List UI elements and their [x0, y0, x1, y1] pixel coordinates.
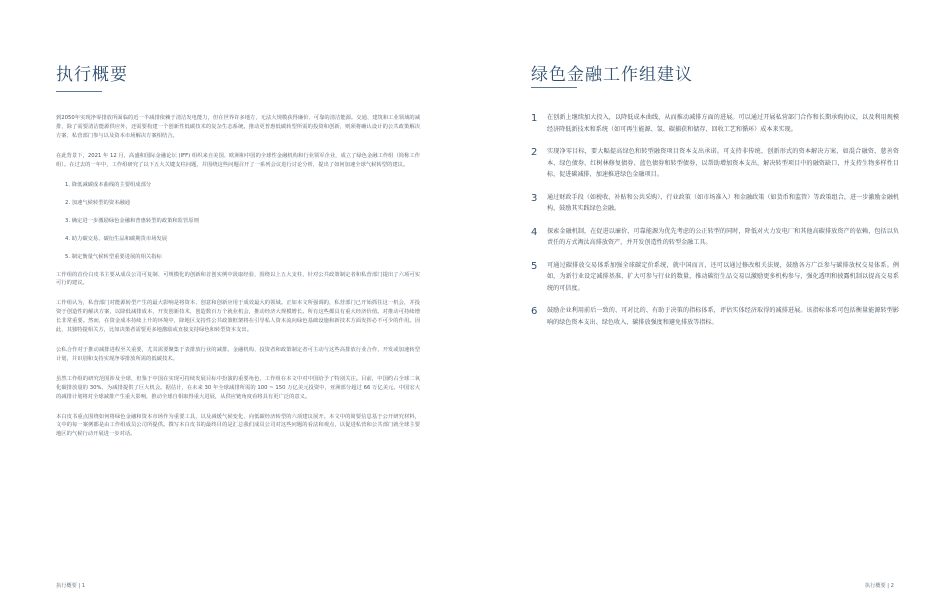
- recommendation-number: 1: [531, 113, 538, 124]
- recommendation-item: [531, 112, 899, 135]
- page-title: 绿色金融工作组建议: [531, 65, 693, 85]
- recommendation-number: 5: [531, 260, 538, 272]
- executive-summary-body: [56, 114, 420, 450]
- recommendation-number: 4: [531, 226, 538, 238]
- recommendation-number: 6: [531, 306, 538, 317]
- pillar-list: [56, 181, 420, 261]
- page-footer: 执行概要 | 2: [864, 583, 894, 589]
- recommendation-list: [531, 112, 899, 339]
- recommendation-item: [531, 260, 899, 295]
- recommendation-number: 2: [531, 147, 538, 158]
- recommendation-item: [531, 192, 899, 215]
- recommendation-text: 探索金融机制，在促进以廉价、可靠能源为优先考虑的公正转型的同时，降低对火力发电厂和其他高碳排放资产的依赖，包括以负责任的方式淘汰高排放资产，并开发创造性的转型金融工具。: [547, 227, 899, 246]
- recommendation-text: 鼓励企业利用前后一致的、可对比的、有助于决策的指标体系，评估实体经济取得的减排进展。该指标体系可包括衡量能源转型影响的绿色资本支出、绿色收入、碳排放强度和避免排放等指标。: [547, 307, 899, 326]
- paragraph: 工作组认为，私营部门对能源转型产生的最大影响是将资本、创意和创新应用于成效最大的领域。正如本文所强调的，私营部门已开始抓住这一机会，并投资于创造性的解决方案，以降低减排成本，开发创新技术，创造数百万个就业机会，推动经济大规模增长。所有这些都具有重大经济价值。对推动可持续增长非常重要。然而，在资金成本持续上升的环境中，降地区支持性公共政策框架将在引导私人资本流向绿色基础设施和新技术方面发挥必不可少的作用。因此，其独特提相关方，比如决策者需要更多地激励或直接支持绿色和转型资本支出。: [56, 300, 420, 334]
- paragraph: 工作组的首份白皮书主要从成员公司可复制、可规模化的创新和首创实例中汲取经验，围绕以上五大支柱，针对公共政策制定者和私营部门提出了六项可实可行的建议。: [56, 271, 420, 287]
- list-item: 4. 助力碳交易、碳衍生品和碳期货市场发展: [65, 235, 168, 242]
- title-divider: [56, 91, 102, 92]
- recommendation-item: [531, 305, 899, 328]
- paragraph: 公私合作对于推动减排进程至关重要，尤其需要聚集于表排放行业的减排。金融机构、投资者和政策制定者可主动与这些高排放行业合作，开发或加速转型计划，并识别和支持实现净零排放所需的低碳技术。: [56, 346, 420, 362]
- right-page: [475, 0, 950, 615]
- paragraph: 虽然工作组的研究范围涉及全球，但鉴于中国在实现可持续发展目标中扮演的重要角色，工作组在本文中对中国给予了特别关注。目前，中国约占全球二氧化碳排放量的 30%，为减排提供了巨大机会。据估计，在未来 30 年全球减排所需的 100 ~ 150 万亿美元投资中，亚洲部分超过 66 万亿美元。中国宏大的减排计划将对全球减排产生重大影响，推动全球自相取得重大进展，从供应链角度看将具有更广泛的意义。: [56, 375, 420, 400]
- recommendation-item: [531, 226, 899, 249]
- recommendation-text: 可通过碳排放交易体系加强全球碳定价系统，就中国而言，还可以通过修改相关法规，鼓励各方广泛参与碳排放权交易体系。例如，为新行业设定减排基准，扩大可参与行业的数量，推动碳衍生品交易以激励更多机构参与，强化透明和披露机制以提高交易系统的可信度。: [547, 261, 899, 292]
- page-title: 执行概要: [56, 65, 128, 85]
- paragraph: 本白皮书重点围绕如何将绿色金融和资本市场作为重要工具，以及减缓气候变化、向低碳经济转型的六项建议展开。本文中的简要信息基于公开研究材料，文中的每一案例都是由工作组成员公司所提供。撰写本白皮书的最终目的是汇总我们成员公司对这些问题的看法和观点，以促进私营和公共部门就全球主要地区的气候行动开展进一步对话。: [56, 413, 420, 438]
- recommendation-item: [531, 146, 899, 181]
- list-item: 1. 降低减碳成本曲线的主要组成部分: [65, 181, 152, 188]
- title-divider: [531, 87, 577, 88]
- page-footer: 执行概要 | 1: [56, 583, 86, 589]
- paragraph: 在此背景下，2021 年 12 月，高盛和国际金融论坛 (IFF) 组织来自美国、欧洲和中国的全球性金融机构和行业领军企业，成立了绿色金融工作组（简称工作组）。在过去的一年中，工作组研究了以下五大关键支柱问题，并围绕这些问题召开了一系列会议进行讨论分析，提出了如何加速全球气候转型的建议。: [56, 152, 420, 168]
- recommendation-number: 3: [531, 192, 538, 204]
- list-item: 5. 制定衡量气候转型重要进展的相关指标: [65, 253, 162, 260]
- list-item: 2. 加速气候转型的资本融通: [65, 199, 131, 206]
- recommendation-text: 通过财政手段（如税收、补贴和公共采购）、行业政策（如市场准入）和金融政策（如货币和监管）等政策组合，进一步激励金融机构，鼓励其实践绿色金融。: [547, 193, 899, 212]
- list-item: 3. 确定进一步激励绿色金融和普惠转型的政策和监管原则: [65, 217, 199, 224]
- paragraph: 到2050年实现净零排放所面临的近一半减排依赖于清洁发电能力，但在世界许多地方，无法大规模获得廉价、可靠的清洁能源。交通、建筑和工业领域的减排，除了需要清洁能源供应外，还需要构建一个创新性低碳技术的复杂生态系统。推动更普惠低碳转型所需的投资和创新，则须将确认设计的公共政策解决方案、私营部门参与以及资本市场解决方案相结合。: [56, 115, 420, 139]
- recommendation-text: 实现净零目标，要大幅提高绿色和转型融资项目资本支出承诺。可支持非传统、创新形式的资本解决方案，如混合融资、慈善资本、绿色债券、红树林修复债券、蓝色债券和转型债券，以帮助增加资本支出，解决转型项目中的融资缺口，并支持生物多样性目标，促进碳减排，加速推进绿色金融项目。: [547, 148, 899, 178]
- recommendation-text: 在创新上继续加大投入，以降低成本曲线，从而推动减排方面的进展。可以通过开展私营部门合作和长期承购协议，以及利用规模经济降低新技术和系统（如可再生能源、氢、碳捕获和储存、回收工艺和循环）成本来实现。: [547, 114, 899, 133]
